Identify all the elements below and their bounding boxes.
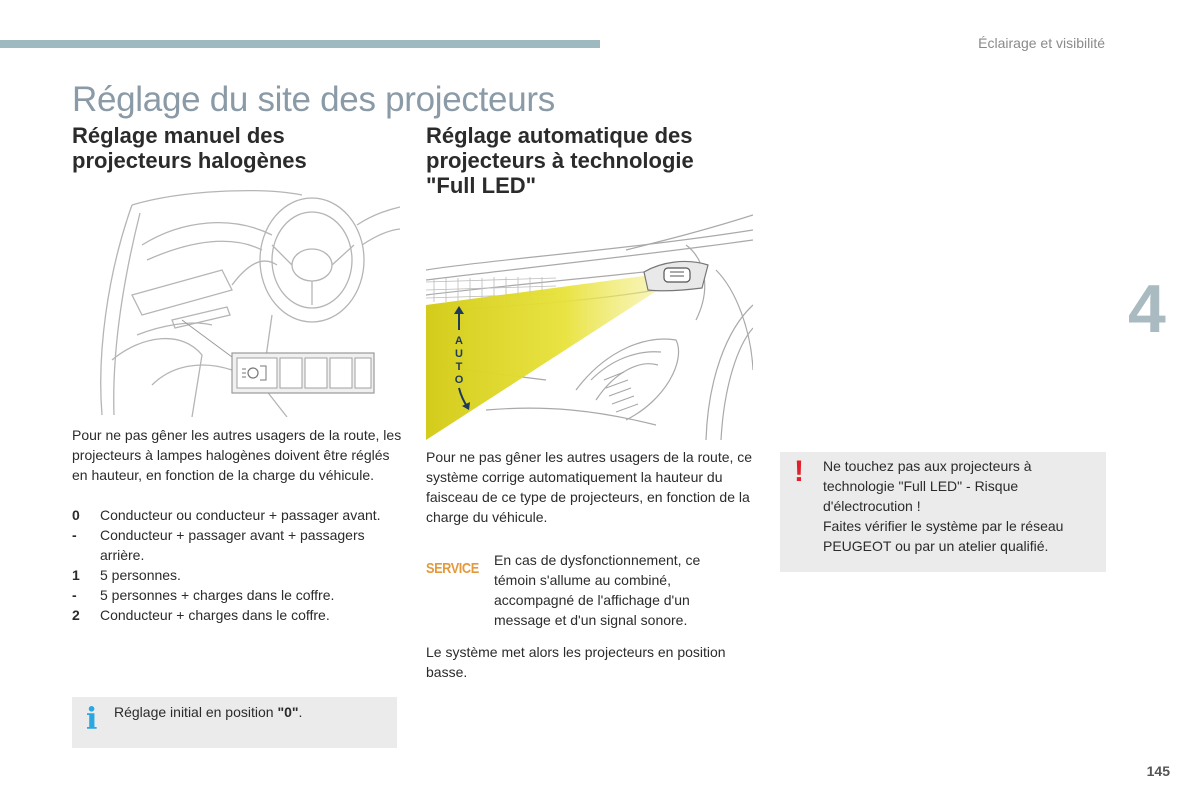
service-lamp-text: En cas de dysfonctionnement, ce témoin s'allume au combiné, accompagné de l'affichage d'un message et d'un signal sonore. bbox=[494, 552, 701, 628]
list-item bbox=[72, 605, 402, 625]
info-note-text bbox=[114, 702, 302, 722]
header-accent-bar bbox=[0, 40, 600, 48]
position-desc: Conducteur + charges dans le coffre. bbox=[100, 607, 330, 623]
position-key: 1 bbox=[72, 567, 80, 583]
fog-lamp-vents bbox=[604, 372, 638, 412]
auto-letter-t: T bbox=[455, 361, 463, 373]
position-desc: 5 personnes. bbox=[100, 567, 181, 583]
auto-adjustment-heading: Réglage automatique des projecteurs à technologie "Full LED" bbox=[426, 123, 694, 198]
car-front-illustration bbox=[426, 210, 753, 440]
chapter-number: 4 bbox=[1128, 271, 1166, 347]
manual-intro-text: Pour ne pas gêner les autres usagers de la route, les projecteurs à lampes halogènes doivent être réglés en hauteur, en fonction de la charge du véhicule. bbox=[72, 427, 402, 483]
dashboard-illustration bbox=[72, 185, 402, 417]
position-desc: Conducteur + passager avant + passagers arrière. bbox=[100, 527, 365, 563]
page-number: 145 bbox=[1146, 763, 1170, 779]
position-key: - bbox=[72, 527, 77, 543]
warning-text-line1: Ne touchez pas aux projecteurs à technologie "Full LED" - Risque d'électrocution ! bbox=[823, 458, 1032, 514]
warning-text-line2: Faites vérifier le système par le réseau PEUGEOT ou par un atelier qualifié. bbox=[823, 518, 1064, 554]
warning-text bbox=[823, 456, 1098, 556]
info-prefix: Réglage initial en position bbox=[114, 704, 278, 720]
service-warning-icon: SERVICE bbox=[426, 560, 479, 577]
auto-letter-o: O bbox=[454, 374, 464, 386]
position-desc: 5 personnes + charges dans le coffre. bbox=[100, 587, 335, 603]
position-desc: Conducteur ou conducteur + passager avant. bbox=[100, 507, 381, 523]
section-name: Éclairage et visibilité bbox=[978, 35, 1105, 51]
warning-exclamation-icon: ! bbox=[794, 455, 804, 488]
auto-intro-text: Pour ne pas gêner les autres usagers de la route, ce système corrige automatiquement la hauteur du faisceau de ce type de projecteurs, en fonction de la charge du véhicule. bbox=[426, 449, 753, 525]
adjustment-positions-list bbox=[72, 505, 402, 625]
list-item bbox=[72, 565, 402, 585]
list-item bbox=[72, 505, 402, 525]
info-suffix: . bbox=[298, 704, 303, 720]
led-headlamp bbox=[644, 261, 708, 290]
position-key: 2 bbox=[72, 607, 80, 623]
page-title: Réglage du site des projecteurs bbox=[72, 80, 555, 119]
car-line-drawing bbox=[426, 210, 753, 440]
auto-letter-a: A bbox=[455, 335, 463, 347]
dashboard-line-drawing bbox=[72, 185, 402, 417]
info-value: "0" bbox=[277, 704, 299, 720]
headlamp-switch-panel bbox=[232, 353, 374, 393]
list-item bbox=[72, 525, 402, 565]
position-key: - bbox=[72, 587, 77, 603]
position-key: 0 bbox=[72, 507, 80, 523]
system-fallback-text: Le système met alors les projecteurs en position basse. bbox=[426, 644, 726, 680]
auto-letter-u: U bbox=[455, 348, 463, 360]
info-icon: i bbox=[86, 702, 98, 737]
manual-adjustment-heading: Réglage manuel des projecteurs halogènes bbox=[72, 123, 307, 173]
list-item bbox=[72, 585, 402, 605]
